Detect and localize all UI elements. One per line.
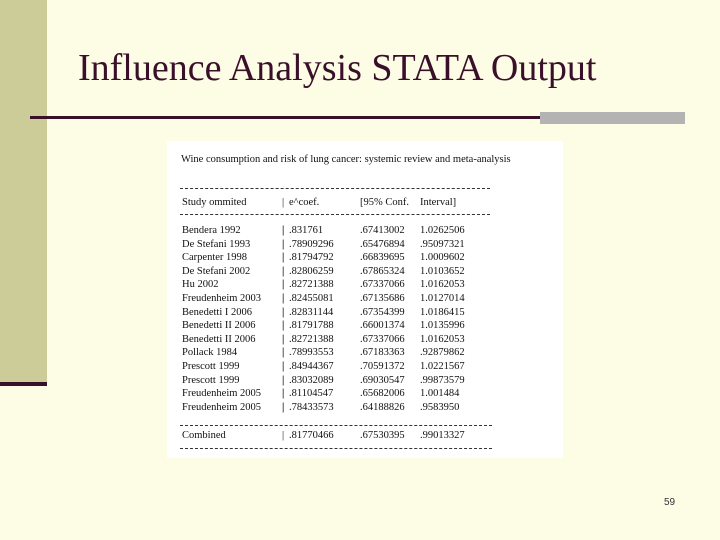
row-ci-low: .67354399 [360,306,405,318]
row-study: Carpenter 1998 [182,252,248,264]
row-ci-low: .66001374 [360,320,405,332]
row-separator: | [282,252,285,264]
table-row [167,360,563,374]
row-separator: | [282,306,285,318]
row-ci-low: .67337066 [360,279,405,291]
row-coef: .82455081 [289,293,334,304]
row-ci-low: .67865324 [360,265,405,277]
row-ci-high: .92879862 [420,347,465,359]
row-ci-high: 1.0162053 [420,279,465,291]
row-coef: .82721388 [289,279,334,291]
row-study: Freudenheim 2005 [182,401,262,413]
row-separator: | [282,225,285,236]
row-ci-high: 1.0221567 [420,361,465,372]
row-separator: | [282,347,285,359]
row-ci-high: .9583950 [420,401,460,413]
col-ci-low-header: [95% Conf. [360,197,409,208]
divider [180,448,492,449]
row-study: Pollack 1984 [182,347,238,359]
row-ci-low: .67183363 [360,347,405,359]
row-ci-high: 1.0009602 [420,252,465,264]
row-ci-high: 1.001484 [420,388,460,400]
col-study-header: Study ommited [182,197,247,208]
title-rule-accent [540,112,685,124]
title-rule [30,116,540,119]
row-separator: | [282,320,285,332]
col-coef-header: e^coef. [289,197,320,208]
row-coef: .81104547 [289,388,334,400]
row-study: Prescott 1999 [182,361,240,372]
row-separator: | [282,238,285,250]
row-separator: | [282,333,285,345]
row-ci-high: 1.0135996 [420,320,465,332]
row-coef: .81791788 [289,320,334,332]
row-study: Benedetti II 2006 [182,320,256,332]
table-row [167,387,563,401]
row-ci-high: .99873579 [420,374,465,386]
row-ci-low: .66839695 [360,252,405,264]
row-coef: .83032089 [289,374,334,386]
output-heading: Wine consumption and risk of lung cancer: systemic review and meta-analysis [181,154,511,165]
row-separator: | [282,265,285,277]
table-row [167,319,563,333]
row-study: Benedetti II 2006 [182,333,256,345]
row-ci-high: 1.0162053 [420,333,465,345]
table-row [167,374,563,388]
row-ci-high: 1.0186415 [420,306,465,318]
row-study: Hu 2002 [182,279,219,291]
row-coef: .78909296 [289,238,334,250]
combined-separator: | [282,430,285,441]
table-row [167,306,563,320]
row-separator: | [282,388,285,400]
row-separator: | [282,401,285,413]
row-ci-low: .70591372 [360,361,405,372]
row-study: De Stefani 2002 [182,265,251,277]
row-coef: .78993553 [289,347,334,359]
table-row [167,251,563,265]
table-row [167,278,563,292]
row-study: Freudenheim 2003 [182,293,262,304]
row-coef: .831761 [289,225,324,236]
row-study: Benedetti I 2006 [182,306,252,318]
row-coef: .82721388 [289,333,334,345]
table-row [167,346,563,360]
page-number: 59 [664,497,676,508]
row-ci-low: .67413002 [360,225,405,236]
row-coef: .78433573 [289,401,334,413]
row-ci-low: .65682006 [360,388,405,400]
row-coef: .84944367 [289,361,334,372]
left-accent-line [0,382,47,386]
row-coef: .82831144 [289,306,334,318]
row-ci-low: .69030547 [360,374,405,386]
col-separator: | [282,197,285,208]
table-row [167,401,563,415]
row-ci-low: .67337066 [360,333,405,345]
divider [180,188,490,189]
table-row [167,224,563,238]
row-ci-high: .95097321 [420,238,465,250]
row-coef: .82806259 [289,265,334,277]
slide-title: Influence Analysis STATA Output [78,47,597,89]
row-ci-high: 1.0262506 [420,225,465,236]
row-separator: | [282,374,285,386]
row-separator: | [282,361,285,372]
row-study: Bendera 1992 [182,225,241,236]
col-ci-high-header: Interval] [420,197,457,208]
table-row [167,333,563,347]
row-separator: | [282,279,285,291]
row-ci-high: 1.0127014 [420,293,465,304]
row-ci-high: 1.0103652 [420,265,465,277]
table-row [167,292,563,306]
row-ci-low: .65476894 [360,238,405,250]
row-study: De Stefani 1993 [182,238,251,250]
divider [180,214,490,215]
combined-row [167,429,563,443]
stata-output [167,141,563,458]
row-study: Freudenheim 2005 [182,388,262,400]
combined-coef: .81770466 [289,430,334,441]
row-separator: | [282,293,285,304]
table-row [167,265,563,279]
table-row [167,238,563,252]
combined-label: Combined [182,430,226,441]
combined-ci-high: .99013327 [420,430,465,441]
row-study: Prescott 1999 [182,374,240,386]
row-coef: .81794792 [289,252,334,264]
left-accent-bar [0,0,47,382]
combined-ci-low: .67530395 [360,430,405,441]
row-ci-low: .64188826 [360,401,405,413]
column-header-row [167,196,563,210]
divider [180,425,492,426]
row-ci-low: .67135686 [360,293,405,304]
